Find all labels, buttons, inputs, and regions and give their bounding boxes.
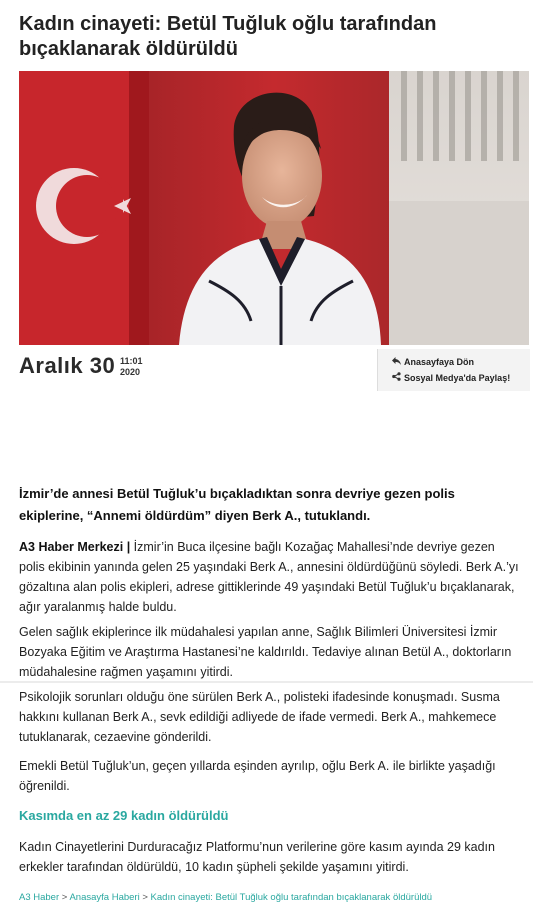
article-source: A3 Haber Merkezi (19, 540, 124, 554)
article-subheading: Kasımda en az 29 kadın öldürüldü (19, 808, 229, 823)
breadcrumb-item-category[interactable]: Anasayfa Haberi (69, 892, 140, 903)
share-icon (392, 372, 404, 384)
article-paragraph-4: Emekli Betül Tuğluk’un, geçen yıllarda eşinden ayrılıp, oğlu Berk A. ile birlikte yaşadığı öğrenildi. (19, 759, 496, 793)
article-actions (377, 349, 530, 391)
breadcrumb-item-article[interactable]: Kadın cinayeti: Betül Tuğluk oğlu tarafından bıçaklanarak öldürüldü (150, 892, 433, 903)
photo-illustration (19, 71, 529, 345)
breadcrumb-item-site[interactable]: A3 Haber (19, 892, 60, 903)
article-date-day: Aralık 30 (19, 353, 116, 378)
article-paragraph-3: Psikolojik sorunları olduğu öne sürülen Berk A., polisteki ifadesinde konuşmadı. Susma hakkını kullanan Berk A., sevk edildiği adliyede de ifade vermedi. Berk A., mahkemece tutuklanarak, cezaevine gönderildi. (19, 690, 500, 744)
article-date-time-year (120, 356, 143, 378)
article-lead: İzmir’de annesi Betül Tuğluk’u bıçakladıktan sonra devriye gezen polis ekiplerine, “Annemi öldürdüm” diyen Berk A., tutuklandı. (19, 486, 455, 523)
breadcrumb-separator: > (142, 892, 148, 903)
article-title: Kadın cinayeti: Betül Tuğluk oğlu tarafından bıçaklanarak öldürüldü (19, 13, 437, 60)
article-meta (19, 349, 529, 391)
article-paragraph-1 (19, 537, 519, 617)
article-year: 2020 (120, 367, 141, 377)
content-divider (0, 681, 533, 683)
article-paragraph-5: Kadın Cinayetlerini Durduracağız Platformu’nun verilerine göre kasım ayında 29 kadın erkekler tarafından öldürüldü, 10 kadın şüpheli şekilde yaşamını yitirdi. (19, 840, 495, 874)
share-social-label: Sosyal Medya'da Paylaş! (404, 373, 511, 383)
breadcrumb-separator: > (61, 892, 68, 903)
article-paragraph-2: Gelen sağlık ekiplerince ilk müdahalesi yapılan anne, Sağlık Bilimleri Üniversitesi İzmir Bozyaka Eğitim ve Araştırma Hastanesi’ne kaldırıldı. Tedaviye alınan Betül A., doktorların müdahalesine rağmen yaşamını yitirdi. (19, 625, 512, 679)
article-source-separator: | (123, 540, 134, 554)
article-time: 11:01 (120, 356, 143, 366)
article-photo (19, 71, 529, 345)
back-to-home-label: Anasayfaya Dön (404, 357, 475, 367)
breadcrumb (19, 892, 432, 903)
reply-arrow-icon (392, 357, 404, 368)
article-paragraph-1-text: İzmir’in Buca ilçesine bağlı Kozağaç Mahallesi’nde devriye gezen polis ekibinin yanında gelen 25 yaşındaki Berk A., annesini öldürdüğünü söyledi. Berk A.’yı gözaltına alan polis ekipleri, adrese gittiklerinde 49 yaşındaki Betül Tuğluk’u bıçaklanarak, ağır yaralanmış halde buldu. (19, 540, 519, 614)
back-to-home-link[interactable] (392, 354, 530, 370)
share-social-link[interactable] (392, 370, 530, 386)
